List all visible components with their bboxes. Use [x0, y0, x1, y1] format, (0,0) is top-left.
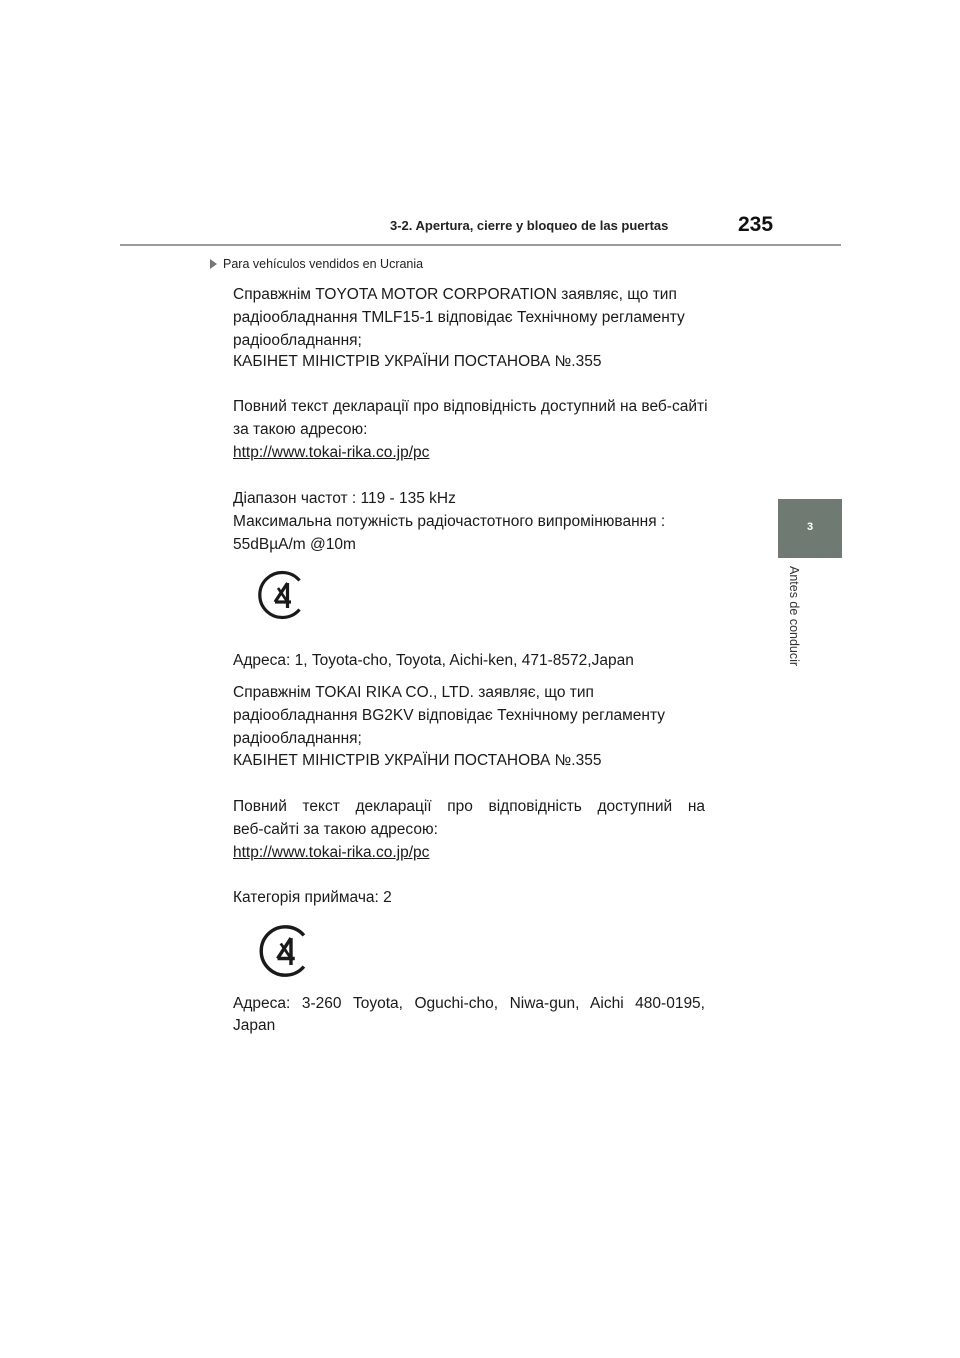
block1-frequency: Діапазон частот : 119 - 135 kHz	[233, 490, 456, 507]
block2-line-4: КАБІНЕТ МІНІСТРІВ УКРАЇНИ ПОСТАНОВА №.355	[233, 752, 602, 769]
block1-line-6: за такою адресою:	[233, 421, 368, 438]
block2-line-5: Повний текст декларації про відповідність доступний на	[233, 798, 705, 815]
subheading-text: Para vehículos vendidos en Ucrania	[223, 257, 424, 271]
block1-max-power-label: Максимальна потужність радіочастотного випромінювання :	[233, 513, 666, 530]
block2-address-line-1: Адреса: 3-260 Toyota, Oguchi-cho, Niwa-gun, Aichi 480-0195,	[233, 995, 705, 1012]
block1-line-2: радіообладнання TMLF15-1 відповідає Технічному регламенту	[233, 309, 685, 326]
header-divider	[120, 244, 841, 246]
chapter-side-label: Antes de conducir	[787, 566, 801, 667]
block1-line-3: радіообладнання;	[233, 332, 362, 349]
block2-line-3: радіообладнання;	[233, 730, 362, 747]
chapter-tab	[778, 499, 842, 558]
section-title: 3-2. Apertura, cierre y bloqueo de las puertas	[390, 218, 669, 233]
block2-line-2: радіообладнання BG2KV відповідає Технічному регламенту	[233, 707, 666, 724]
block1-address: Адреса: 1, Toyota-cho, Toyota, Aichi-ken, 471-8572,Japan	[233, 652, 634, 669]
ukrainian-conformity-mark-icon	[254, 568, 308, 622]
block1-line-4: КАБІНЕТ МІНІСТРІВ УКРАЇНИ ПОСТАНОВА №.355	[233, 353, 602, 370]
page-number: 235	[738, 213, 774, 236]
block2-receiver-category: Категорія приймача: 2	[233, 889, 392, 906]
block1-website-link[interactable]: http://www.tokai-rika.co.jp/pc	[233, 444, 430, 461]
block2-line-6: веб-сайті за такою адресою:	[233, 821, 438, 838]
block2-website-link[interactable]: http://www.tokai-rika.co.jp/pc	[233, 844, 430, 861]
triangle-bullet-icon	[210, 259, 217, 269]
chapter-tab-number: 3	[806, 521, 814, 533]
block1-line-1: Справжнім TOYOTA MOTOR CORPORATION заявляє, що тип	[233, 286, 677, 303]
block2-line-1: Справжнім TOKAI RIKA CO., LTD. заявляє, що тип	[233, 684, 594, 701]
block1-max-power-value: 55dBµA/m @10m	[233, 536, 356, 553]
block2-address-line-2: Japan	[233, 1017, 276, 1034]
subheading	[210, 257, 423, 271]
block1-line-5: Повний текст декларації про відповідність доступний на веб-сайті	[233, 398, 708, 415]
ukrainian-conformity-mark-icon	[255, 922, 313, 980]
